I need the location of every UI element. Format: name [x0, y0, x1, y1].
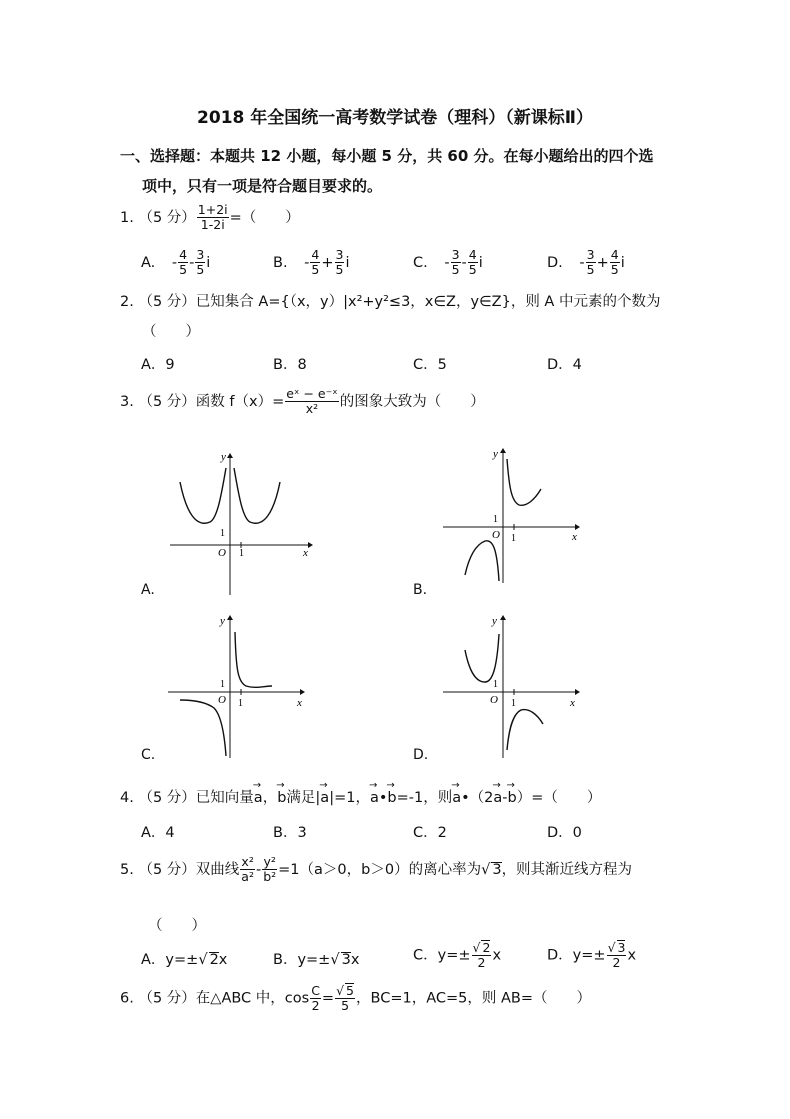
graph-b-origin: O: [492, 529, 500, 541]
graph-a-y-one: 1: [220, 528, 225, 539]
q1-d-d1: 5: [586, 262, 595, 278]
q1-d-d2: 5: [610, 262, 619, 278]
q4-text5: •（2: [461, 790, 494, 806]
q3-pre: （5 分）函数 f（x）=: [138, 393, 285, 410]
q1-option-a-label: A.: [141, 254, 156, 271]
q1-a-sign2: -: [189, 254, 195, 271]
q1-b-d1: 5: [311, 262, 320, 278]
q1-d-sign2: +: [596, 254, 609, 271]
graph-a-curve-right: [234, 468, 280, 523]
q5-f2-num: y²: [263, 854, 276, 869]
graph-b-curve-right: [507, 459, 541, 505]
q6-text2: ，BC=1，AC=5，则 AB=（ ）: [356, 990, 591, 1007]
q1-frac-den: 1-2i: [200, 217, 225, 233]
graph-a: [160, 450, 320, 600]
q1-b-n2: 3: [335, 247, 344, 262]
q1-option-c[interactable]: [413, 248, 483, 278]
q5-a-label: A．: [141, 952, 166, 968]
graph-c-curve-right: [235, 632, 272, 687]
graph-d-curve-left: [465, 634, 499, 682]
q5-paren: （ ）: [148, 918, 206, 934]
q2-number: 2.: [120, 294, 134, 310]
q4-text4: =-1，则: [396, 790, 453, 806]
graph-c-curve-left: [180, 700, 226, 756]
q5-d-label: D．: [547, 947, 573, 964]
q6-frac-c2: [310, 984, 321, 1014]
q1-b-n1: 4: [311, 247, 320, 262]
q1-a-d1: 5: [179, 262, 188, 278]
q1-b-sign2: +: [321, 254, 334, 271]
q5-minus: -: [255, 861, 262, 878]
q1-b-sign1: -: [304, 254, 310, 271]
graph-c-x-one: 1: [238, 698, 243, 709]
q4-option-b[interactable]: B．3: [273, 825, 307, 841]
q5-text3: ，则其渐近线方程为: [501, 861, 633, 878]
q1-a-sign1: -: [171, 254, 178, 271]
q4-text1: （5 分）已知向量: [138, 790, 254, 806]
graph-c: [160, 610, 320, 760]
q5-b-label: B．: [273, 952, 298, 968]
graph-a-label[interactable]: A.: [141, 582, 155, 598]
q1-a-n2: 3: [196, 247, 205, 262]
question-4: [120, 786, 601, 807]
q6-number: 6.: [120, 990, 134, 1007]
q1-b-i: i: [345, 254, 350, 271]
q5-d-root: 3: [617, 940, 626, 955]
q1-option-b[interactable]: [273, 248, 350, 278]
graph-c-y-one: 1: [220, 679, 225, 690]
q2-option-a[interactable]: A．9: [141, 357, 175, 373]
q4-minus: -: [502, 790, 508, 806]
q5-d-post: x: [627, 947, 637, 964]
section-heading-line1: 一、选择题：本题共 12 小题，每小题 5 分，共 60 分。在每小题给出的四个选: [120, 147, 654, 165]
q3-post: 的图象大致为（ ）: [339, 393, 485, 410]
graph-b-x-one: 1: [511, 533, 516, 544]
graph-b: [435, 445, 590, 585]
q5-text2: =1（a＞0，b＞0）的离心率为: [278, 861, 482, 878]
q1-option-b-label: B.: [273, 254, 288, 271]
q3-frac-den: x²: [305, 401, 319, 417]
q5-frac-x: [240, 855, 255, 885]
graph-b-x-label: x: [572, 531, 577, 543]
q1-c-d2: 5: [468, 262, 477, 278]
q1-option-c-label: C.: [413, 254, 428, 271]
q5-f1-num: x²: [241, 854, 254, 869]
q5-b-root: 3: [341, 952, 351, 968]
q5-a-root: 2: [209, 952, 219, 968]
q5-c-pre: y=±: [437, 947, 471, 964]
graph-b-curve-left: [465, 541, 499, 581]
question-6: [120, 983, 591, 1014]
q5-f2-den: b²: [263, 869, 277, 885]
q1-a-d2: 5: [196, 262, 205, 278]
q5-b-pre: y=±: [297, 952, 331, 968]
q5-b-post: x: [350, 952, 360, 968]
q5-option-d[interactable]: [547, 940, 636, 971]
q5-a-post: x: [218, 952, 228, 968]
graph-d: [435, 610, 590, 760]
graph-d-y-one: 1: [493, 679, 498, 690]
q1-score: （5 分）: [138, 209, 196, 226]
q4-option-a[interactable]: A．4: [141, 825, 175, 841]
q4-option-d[interactable]: D．0: [547, 825, 582, 841]
graph-c-origin: O: [218, 694, 226, 706]
graph-c-x-label: x: [297, 697, 302, 709]
graph-d-curve-right: [507, 710, 543, 750]
vector-b-expr: b →: [508, 790, 517, 806]
q2-paren: （ ）: [142, 324, 200, 340]
q5-d-pre: y=±: [572, 947, 606, 964]
q1-c-n1: 3: [451, 247, 460, 262]
q1-c-n2: 4: [468, 247, 477, 262]
q2-option-d[interactable]: D．4: [547, 357, 582, 373]
graph-a-curve-left: [180, 468, 226, 523]
q5-sqrt: [481, 862, 501, 878]
q6-root: 5: [346, 983, 354, 998]
q2-text: （5 分）已知集合 A={（x，y）|x²+y²≤3，x∈Z，y∈Z}，则 A 中元素的个数为: [138, 294, 661, 310]
q1-b-d2: 5: [335, 262, 344, 278]
q1-c-i: i: [478, 254, 483, 271]
q1-c-sign1: -: [444, 254, 450, 271]
q4-number: 4.: [120, 790, 134, 806]
q1-c-sign2: -: [461, 254, 467, 271]
q6-eq: =: [321, 990, 335, 1007]
q5-f1-den: a²: [241, 869, 254, 885]
question-3: [120, 387, 485, 417]
question-2: [120, 290, 660, 311]
q1-frac-num: 1+2i: [197, 202, 228, 217]
q6-text1: （5 分）在△ABC 中，cos: [138, 990, 310, 1007]
graph-d-x-label: x: [570, 697, 575, 709]
q6-rd: 5: [341, 998, 350, 1014]
graph-d-y-label: y: [492, 615, 497, 627]
q4-comma: ，: [262, 790, 278, 806]
question-1: [120, 203, 300, 233]
q5-option-c[interactable]: [413, 940, 501, 971]
q1-a-n1: 4: [179, 247, 188, 262]
graph-c-y-label: y: [220, 615, 225, 627]
q5-c-post: x: [492, 947, 502, 964]
q6-fd: 2: [311, 997, 320, 1013]
graph-a-x-one: 1: [239, 548, 244, 559]
graph-d-origin: O: [490, 694, 498, 706]
q2-option-b[interactable]: B．8: [273, 357, 307, 373]
q4-option-c[interactable]: C．2: [413, 825, 447, 841]
q3-frac-num: eˣ − e⁻ˣ: [286, 386, 338, 401]
vector-a-expr: a →: [452, 790, 461, 806]
vector-a-dot: a →: [370, 790, 379, 806]
q1-option-a[interactable]: [141, 248, 210, 278]
q5-option-b[interactable]: [273, 948, 359, 969]
q5-c-root: 2: [482, 940, 491, 955]
vector-a: a →: [254, 790, 263, 806]
section-heading-line2: 项中，只有一项是符合题目要求的。: [142, 177, 383, 195]
q2-option-c[interactable]: C．5: [413, 357, 447, 373]
q5-d-den: 2: [612, 955, 621, 971]
q1-d-i: i: [620, 254, 625, 271]
q4-text2: 满足|: [286, 790, 321, 806]
graph-d-x-one: 1: [511, 698, 516, 709]
q1-number: 1.: [120, 209, 134, 226]
graph-c-label[interactable]: C.: [141, 747, 156, 763]
q1-option-d-label: D.: [547, 254, 563, 271]
vector-b-dot: b →: [387, 790, 396, 806]
question-5: [120, 855, 632, 885]
q4-text6: ）=（ ）: [516, 790, 602, 806]
q3-fraction: [285, 387, 339, 417]
q5-c-den: 2: [477, 955, 486, 971]
q5-text1: （5 分）双曲线: [138, 861, 240, 878]
graph-a-origin: O: [218, 547, 226, 559]
graph-d-label[interactable]: D.: [413, 747, 429, 763]
q5-c-label: C．: [413, 947, 438, 964]
q1-d-n1: 3: [586, 247, 595, 262]
graph-a-y-label: y: [221, 451, 226, 463]
q6-fn: C: [311, 982, 320, 998]
q4-dot: •: [378, 790, 388, 806]
q1-tail: =（ ）: [229, 209, 300, 226]
q1-option-d[interactable]: [547, 248, 625, 278]
q1-d-n2: 4: [610, 247, 619, 262]
vector-b: b →: [277, 790, 286, 806]
graph-b-y-one: 1: [493, 514, 498, 525]
exam-title: 2018 年全国统一高考数学试卷（理科）（新课标Ⅱ）: [197, 108, 593, 128]
q1-c-d1: 5: [451, 262, 460, 278]
graph-a-x-label: x: [303, 547, 308, 559]
q5-number: 5.: [120, 861, 134, 878]
q1-d-sign1: -: [579, 254, 585, 271]
q5-option-a[interactable]: [141, 948, 227, 969]
q5-frac-y: [262, 855, 277, 885]
q5-sqrt-value: 3: [492, 861, 502, 878]
graph-b-label[interactable]: B.: [413, 582, 428, 598]
q6-frac-root5: [335, 983, 355, 1014]
vector-a-abs: a →: [320, 790, 329, 806]
vector-a-2a: a →: [493, 790, 502, 806]
q4-text3: |=1，: [329, 790, 370, 806]
q1-a-i: i: [206, 254, 211, 271]
q3-number: 3.: [120, 393, 134, 410]
graph-b-y-label: y: [493, 448, 498, 460]
q5-a-pre: y=±: [165, 952, 199, 968]
q1-fraction: [197, 203, 229, 233]
